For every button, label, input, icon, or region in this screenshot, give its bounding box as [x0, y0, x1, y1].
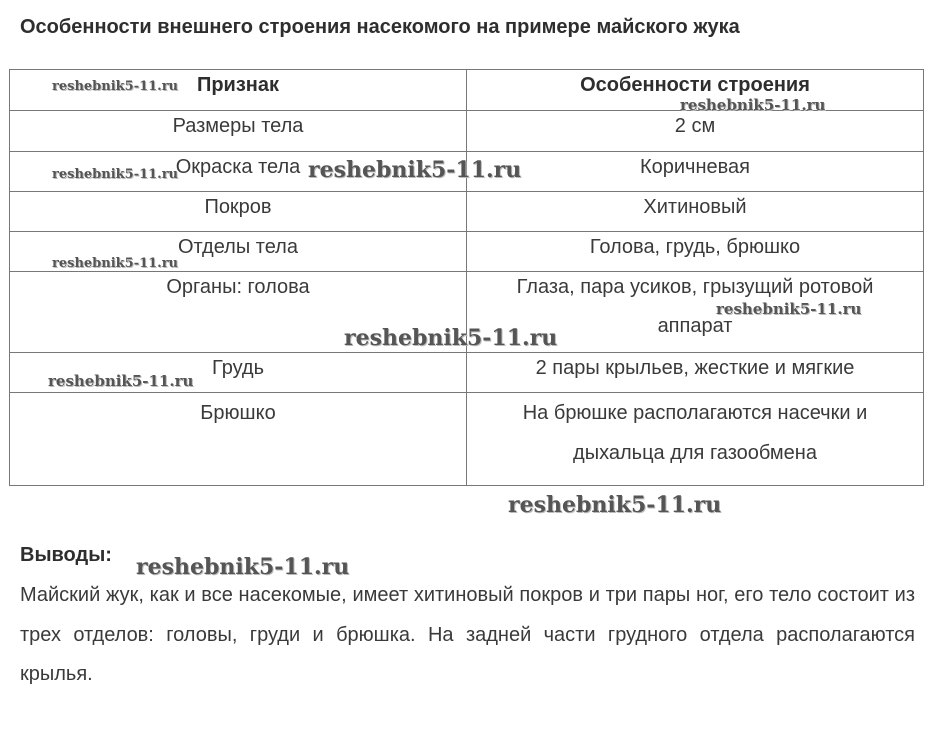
feature-cell: Хитиновый — [467, 192, 924, 232]
watermark: reshebnik5-11.ru — [308, 157, 522, 183]
trait-cell: Отделы тела — [10, 232, 467, 272]
header-feature: Особенности строения — [467, 70, 924, 111]
trait-cell: Грудь — [10, 353, 467, 393]
table-row — [10, 272, 924, 353]
trait-cell: Окраска тела — [10, 152, 467, 192]
feature-cell: 2 см — [467, 111, 924, 152]
watermark: reshebnik5-11.ru — [52, 256, 179, 271]
traits-table — [9, 69, 924, 486]
trait-cell: Органы: голова — [10, 272, 467, 353]
feature-cell: Голова, грудь, брюшко — [467, 232, 924, 272]
feature-cell: Коричневая — [467, 152, 924, 192]
table-row — [10, 232, 924, 272]
table-row — [10, 192, 924, 232]
watermark: reshebnik5-11.ru — [680, 96, 826, 114]
feature-line: аппарат — [657, 315, 733, 337]
feature-cell — [467, 272, 924, 353]
watermark: reshebnik5-11.ru — [48, 372, 194, 390]
table-row — [10, 353, 924, 393]
watermark: reshebnik5-11.ru — [136, 554, 350, 580]
page-title: Особенности внешнего строения насекомого на примере майского жука — [20, 16, 740, 38]
feature-line: На брюшке располагаются насечки и — [522, 402, 868, 424]
feature-cell: 2 пары крыльев, жесткие и мягкие — [467, 353, 924, 393]
table-row — [10, 111, 924, 152]
watermark: reshebnik5-11.ru — [344, 325, 558, 351]
feature-line: дыхальца для газообмена — [573, 442, 817, 464]
table-row — [10, 393, 924, 486]
conclusion-heading: Выводы: — [20, 544, 112, 566]
watermark: reshebnik5-11.ru — [52, 167, 179, 182]
feature-line: Глаза, пара усиков, грызущий ротовой — [516, 276, 874, 298]
watermark: reshebnik5-11.ru — [508, 492, 722, 518]
watermark: reshebnik5-11.ru — [716, 300, 862, 318]
header-trait: Признак — [10, 70, 467, 111]
conclusion-text: Майский жук, как и все насекомые, имеет хитиновый покров и три пары ног, его тело состоит из трех отделов: головы, груди и брюшка. На задней части грудного отдела располагаются крылья. — [20, 584, 915, 685]
trait-cell: Покров — [10, 192, 467, 232]
trait-cell: Брюшко — [10, 393, 467, 486]
table-row — [10, 152, 924, 192]
table-header-row — [10, 70, 924, 111]
watermark: reshebnik5-11.ru — [52, 79, 179, 94]
feature-cell — [467, 393, 924, 486]
trait-cell: Размеры тела — [10, 111, 467, 152]
